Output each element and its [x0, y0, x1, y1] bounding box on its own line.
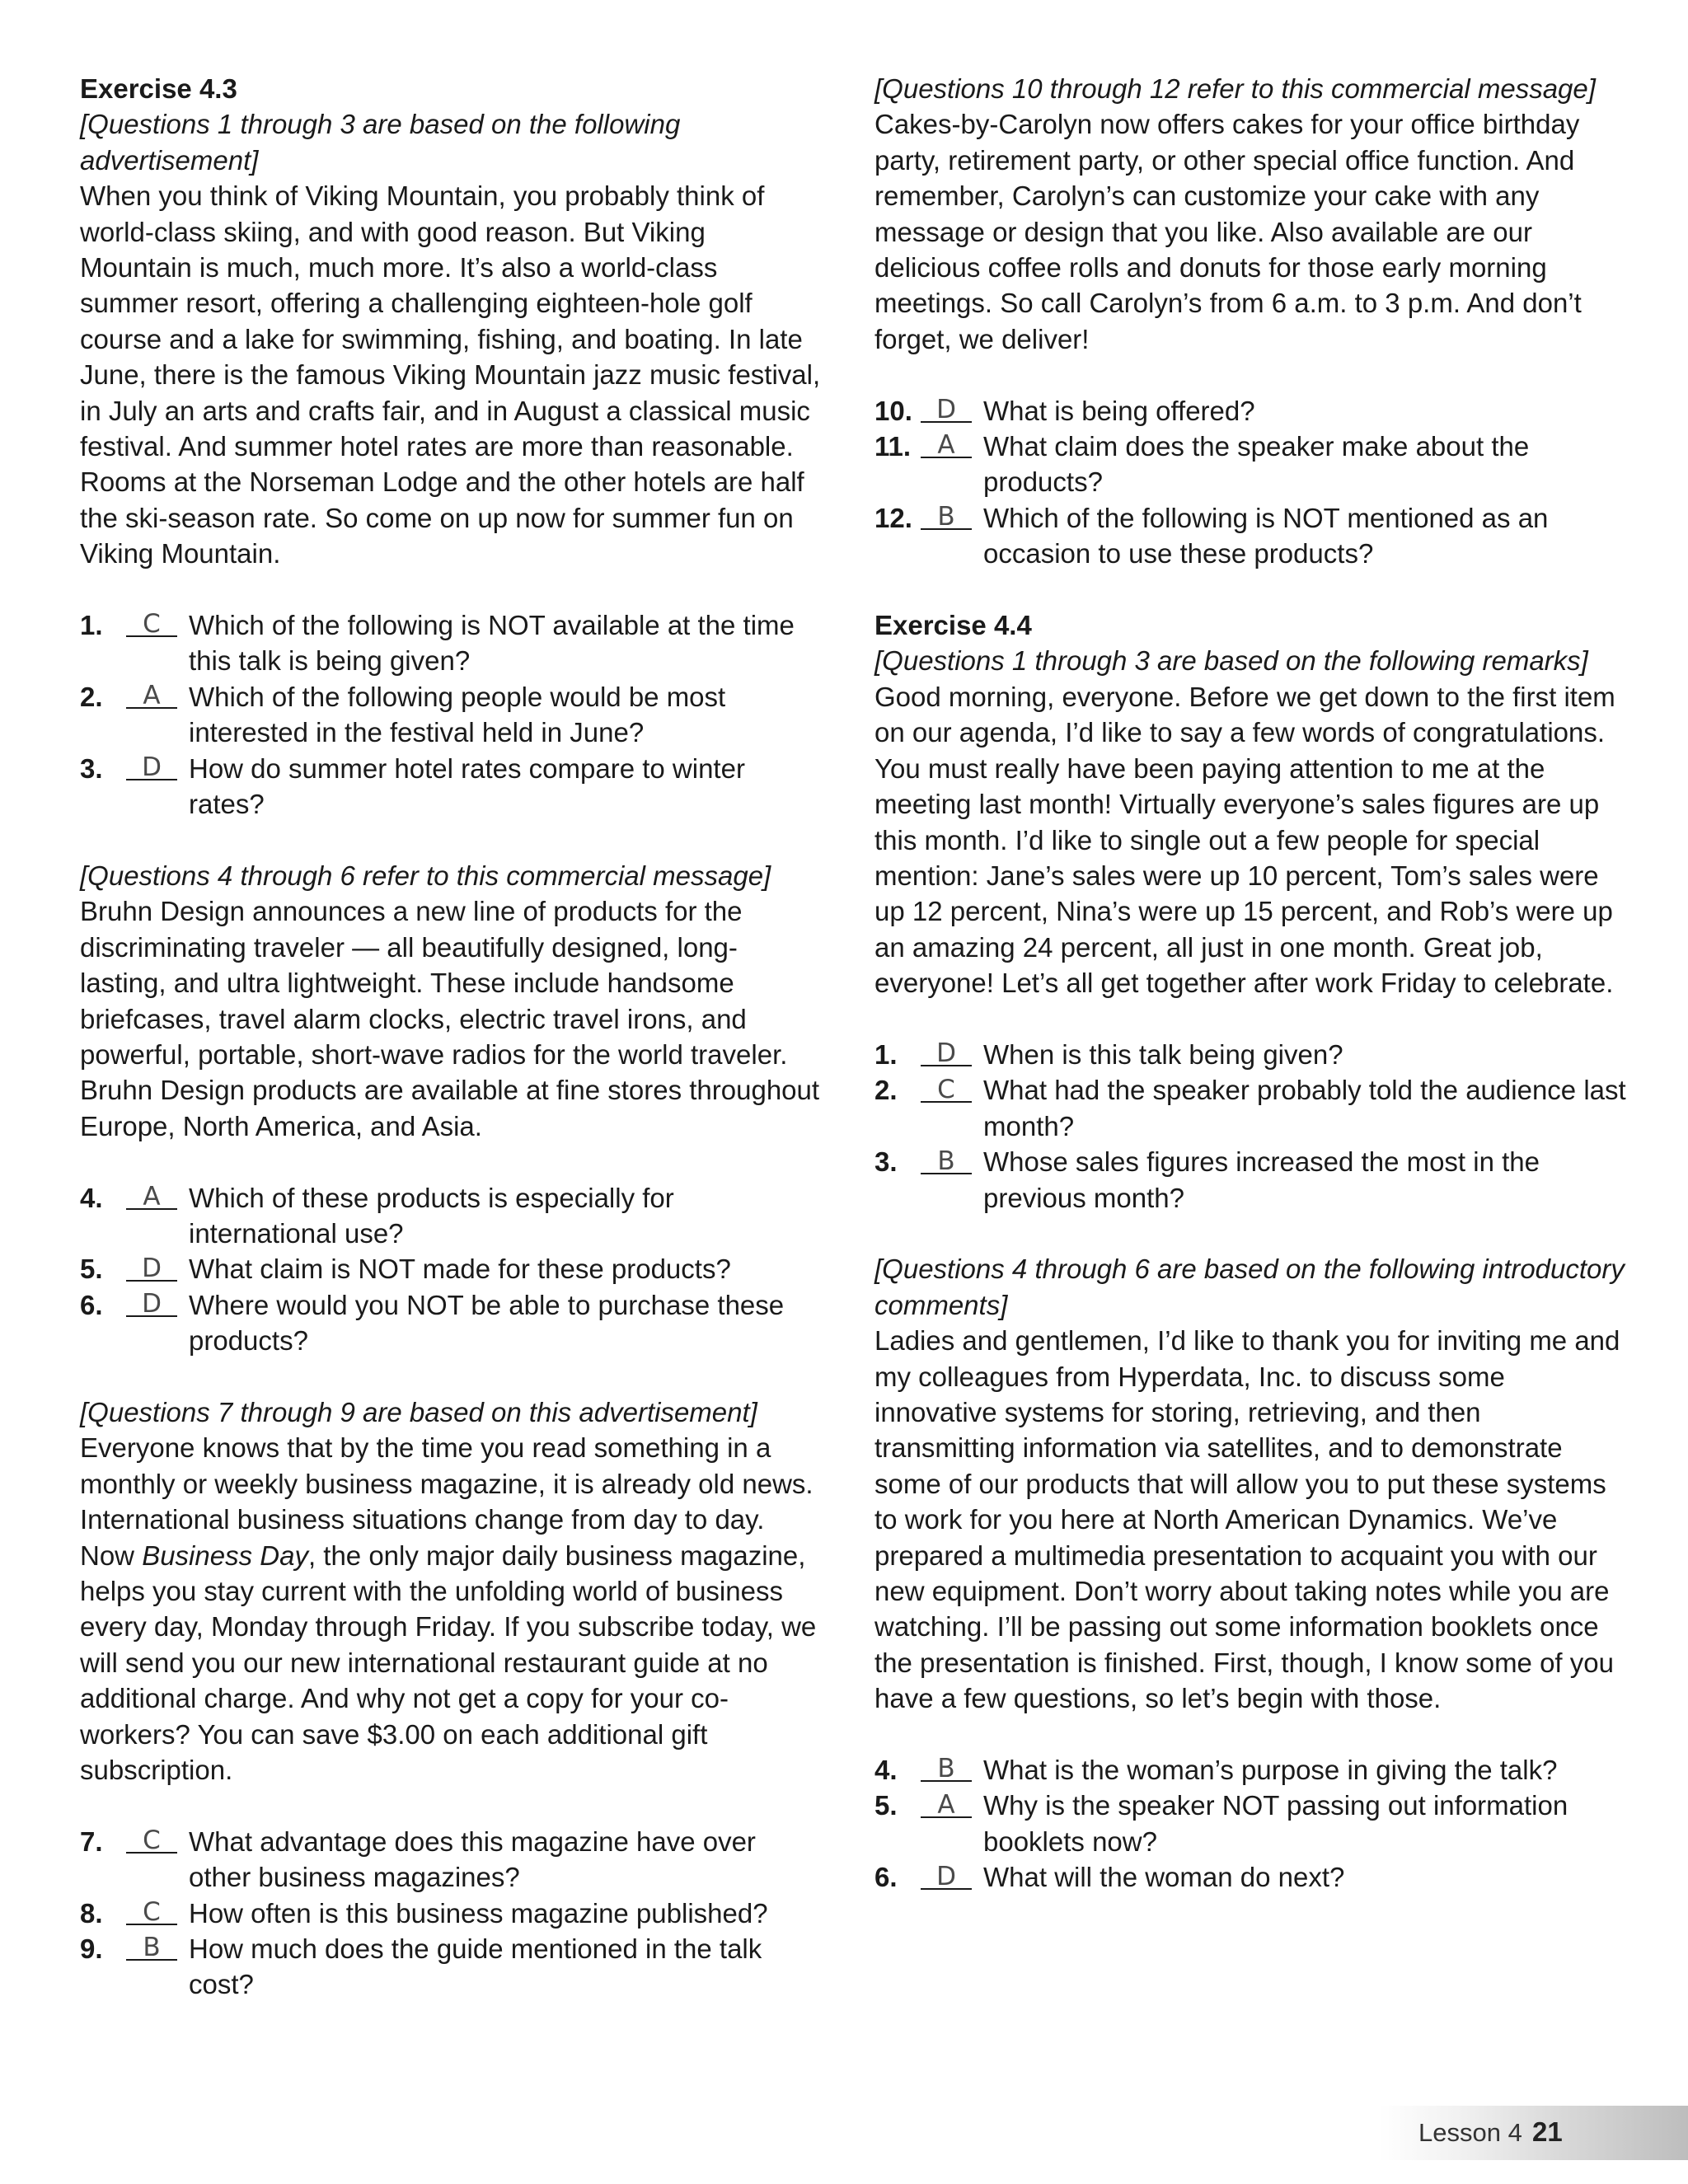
question-item — [874, 1144, 1629, 1216]
question-number: 9. — [80, 1933, 103, 1965]
question-item — [80, 1180, 822, 1252]
question-text: Which of these products is especially for international use? — [189, 1182, 674, 1249]
handwritten-answer: B — [143, 1933, 161, 1963]
answer-blank[interactable] — [921, 1066, 972, 1102]
question-item — [874, 1859, 1629, 1895]
answer-blank[interactable] — [126, 1245, 177, 1281]
answer-blank[interactable] — [126, 673, 177, 709]
question-item — [874, 393, 1629, 429]
passage-intro: [Questions 4 through 6 are based on the following introductory comments] — [874, 1254, 1625, 1320]
handwritten-answer: D — [142, 752, 162, 783]
question-text: How much does the guide mentioned in the talk cost? — [189, 1933, 762, 2000]
question-item — [80, 1931, 822, 2003]
lesson-label: Lesson 4 — [1418, 2118, 1522, 2147]
handwritten-answer: A — [143, 1181, 161, 1212]
answer-blank[interactable] — [921, 1138, 972, 1174]
passage-intro: [Questions 7 through 9 are based on this advertisement] — [80, 1396, 757, 1427]
answer-blank[interactable] — [921, 423, 972, 461]
handwritten-answer: A — [143, 681, 161, 711]
question-text: What claim does the speaker make about the products? — [983, 431, 1530, 498]
question-number: 8. — [80, 1897, 103, 1929]
passage-text: Bruhn Design announces a new line of products for the discriminating traveler — all beautifully designed, long-lasting, and ultra lightweight. These include handsome briefcases, travel alarm clocks, electric travel irons, and powerful, portable, short-wave radios for the world traveler. Bruhn Design products are available at fine stores throughout Europe, North America, and Asia. — [80, 896, 820, 1141]
question-text: What will the woman do next? — [983, 1862, 1345, 1893]
answer-blank[interactable] — [126, 745, 177, 783]
answer-blank[interactable] — [126, 1925, 177, 1961]
question-item — [80, 607, 822, 679]
answer-blank[interactable] — [126, 1282, 177, 1317]
question-text: Which of the following people would be most interested in the festival held in June? — [189, 681, 726, 748]
handwritten-answer: C — [143, 1825, 161, 1856]
handwritten-answer: C — [937, 1074, 955, 1104]
passage-text: Everyone knows that by the time you read something in a monthly or weekly business magazine, it is already old news. International business situations change from day to day. Now Business Day, the only major daily business magazine, helps you stay current with the unfolding world of business every day, Monday through Friday. If you subscribe today, we will send you our new international restaurant guide at no additional charge. And why not get a copy for your co-workers? You can save $3.00 on each additional gift subscription. — [80, 1432, 817, 1786]
handwritten-answer: B — [937, 1754, 955, 1784]
question-text: When is this talk being given? — [983, 1038, 1343, 1070]
question-number: 5. — [80, 1254, 103, 1285]
question-item — [80, 679, 822, 751]
answer-blank[interactable] — [921, 494, 972, 530]
exercise-heading: Exercise 4.4 — [874, 610, 1032, 641]
handwritten-answer: B — [937, 1146, 955, 1176]
passage-intro: [Questions 10 through 12 refer to this commercial message] — [874, 73, 1596, 104]
question-number: 5. — [874, 1790, 898, 1821]
right-column — [874, 71, 1629, 1896]
answer-blank[interactable] — [921, 387, 972, 423]
question-text: What claim is NOT made for these products? — [189, 1254, 731, 1285]
question-item — [80, 1896, 822, 1931]
question-text: Why is the speaker NOT passing out information booklets now? — [983, 1790, 1568, 1857]
question-item — [874, 1072, 1629, 1144]
question-number: 4. — [80, 1182, 103, 1213]
handwritten-answer: D — [142, 1253, 162, 1283]
answer-blank[interactable] — [126, 602, 177, 640]
answer-blank[interactable] — [921, 1746, 972, 1782]
question-text: What had the speaker probably told the audience last month? — [983, 1075, 1626, 1141]
handwritten-answer: A — [937, 1789, 955, 1820]
answer-blank[interactable] — [126, 1890, 177, 1928]
question-number: 2. — [80, 681, 103, 712]
question-text: What is being offered? — [983, 395, 1255, 426]
question-number: 6. — [874, 1862, 898, 1893]
question-item — [874, 429, 1629, 500]
question-item — [80, 1287, 822, 1359]
answer-blank[interactable] — [921, 1782, 972, 1820]
passage-text: Good morning, everyone. Before we get down to the first item on our agenda, I’d like to say a few words of congratulations. You must really have been paying attention to me at the meeting last month! Virtually everyone’s sales figures are up this month. I’d like to single out a few people for special mention: Jane’s sales were up 10 percent, Tom’s sales were up 12 percent, Nina’s were up 15 percent, and Rob’s were up an amazing 24 percent, all just in one month. Great job, everyone! Let’s all get together after work Friday to celebrate. — [874, 681, 1615, 999]
question-number: 1. — [874, 1038, 898, 1070]
question-text: What is the woman’s purpose in giving the talk? — [983, 1755, 1558, 1786]
left-column — [80, 71, 822, 2003]
answer-blank[interactable] — [126, 1174, 177, 1210]
handwritten-answer: A — [937, 430, 955, 461]
handwritten-answer: C — [143, 1897, 161, 1928]
question-item — [874, 500, 1629, 572]
passage-intro: [Questions 1 through 3 are based on the following advertisement] — [80, 109, 681, 176]
question-number: 2. — [874, 1075, 898, 1106]
question-text: Which of the following is NOT mentioned as an occasion to use these products? — [983, 502, 1549, 569]
page-footer — [1379, 2106, 1688, 2160]
question-text: Where would you NOT be able to purchase these products? — [189, 1289, 785, 1357]
question-text: How often is this business magazine published? — [189, 1897, 768, 1929]
question-text: What advantage does this magazine have over other business magazines? — [189, 1825, 756, 1893]
answer-blank[interactable] — [126, 1818, 177, 1854]
passage-text: Cakes-by-Carolyn now offers cakes for your office birthday party, retirement party, or other special office function. And remember, Carolyn’s can customize your cake with any message or design that you like. Also available are our delicious coffee rolls and donuts for those early morning meetings. So call Carolyn’s from 6 a.m. to 3 p.m. And don’t forget, we deliver! — [874, 109, 1582, 354]
handwritten-answer: B — [937, 502, 955, 532]
question-item — [874, 1788, 1629, 1859]
question-text: Whose sales figures increased the most in the previous month? — [983, 1146, 1540, 1213]
question-item — [80, 1251, 822, 1286]
handwritten-answer: C — [143, 609, 161, 640]
question-number: 12. — [874, 502, 912, 533]
exercise-heading: Exercise 4.3 — [80, 73, 237, 104]
question-text: Which of the following is NOT available at the time this talk is being given? — [189, 610, 795, 677]
question-item — [874, 1752, 1629, 1788]
answer-blank[interactable] — [921, 1031, 972, 1069]
question-number: 3. — [874, 1146, 898, 1178]
question-number: 1. — [80, 610, 103, 641]
passage-intro: [Questions 4 through 6 refer to this commercial message] — [80, 860, 771, 891]
question-number: 10. — [874, 395, 912, 426]
handwritten-answer: D — [936, 395, 956, 425]
passage-text: Ladies and gentlemen, I’d like to thank you for inviting me and my colleagues from Hyperdata, Inc. to discuss some innovative systems for storing, retrieving, and then transmitting information via satellites, and to demonstrate some of our products that will allow you to put these systems to work for you here at North American Dynamics. We’ve prepared a multimedia presentation to acquaint you with our new equipment. Don’t worry about taking notes while you are watching. I’ll be passing out some information booklets once the presentation is finished. First, though, I know some of you have a few questions, so let’s begin with those. — [874, 1325, 1620, 1714]
question-item — [80, 1824, 822, 1896]
page-number: 21 — [1532, 2116, 1563, 2147]
magazine-title: Business Day — [142, 1540, 308, 1571]
question-number: 6. — [80, 1289, 103, 1320]
handwritten-answer: D — [936, 1038, 956, 1069]
question-item — [80, 751, 822, 823]
handwritten-answer: D — [936, 1861, 956, 1891]
handwritten-answer: D — [142, 1289, 162, 1319]
question-number: 7. — [80, 1825, 103, 1857]
question-number: 3. — [80, 752, 103, 784]
question-number: 4. — [874, 1755, 898, 1786]
question-text: How do summer hotel rates compare to winter rates? — [189, 752, 745, 820]
passage-text: When you think of Viking Mountain, you probably think of world-class skiing, and with good reason. But Viking Mountain is much, much more. It’s also a world-class summer resort, offering a challenging eighteen-hole golf course and a lake for swimming, fishing, and boating. In late June, there is the famous Viking Mountain jazz music festival, in July an arts and crafts fair, and in August a classical music festival. And summer hotel rates are more than reasonable. Rooms at the Norseman Lodge and the other hotels are half the ski-season rate. So come on up now for summer fun on Viking Mountain. — [80, 180, 821, 569]
question-number: 11. — [874, 431, 912, 462]
answer-blank[interactable] — [921, 1854, 972, 1889]
question-item — [874, 1037, 1629, 1072]
passage-intro: [Questions 1 through 3 are based on the following remarks] — [874, 645, 1588, 677]
